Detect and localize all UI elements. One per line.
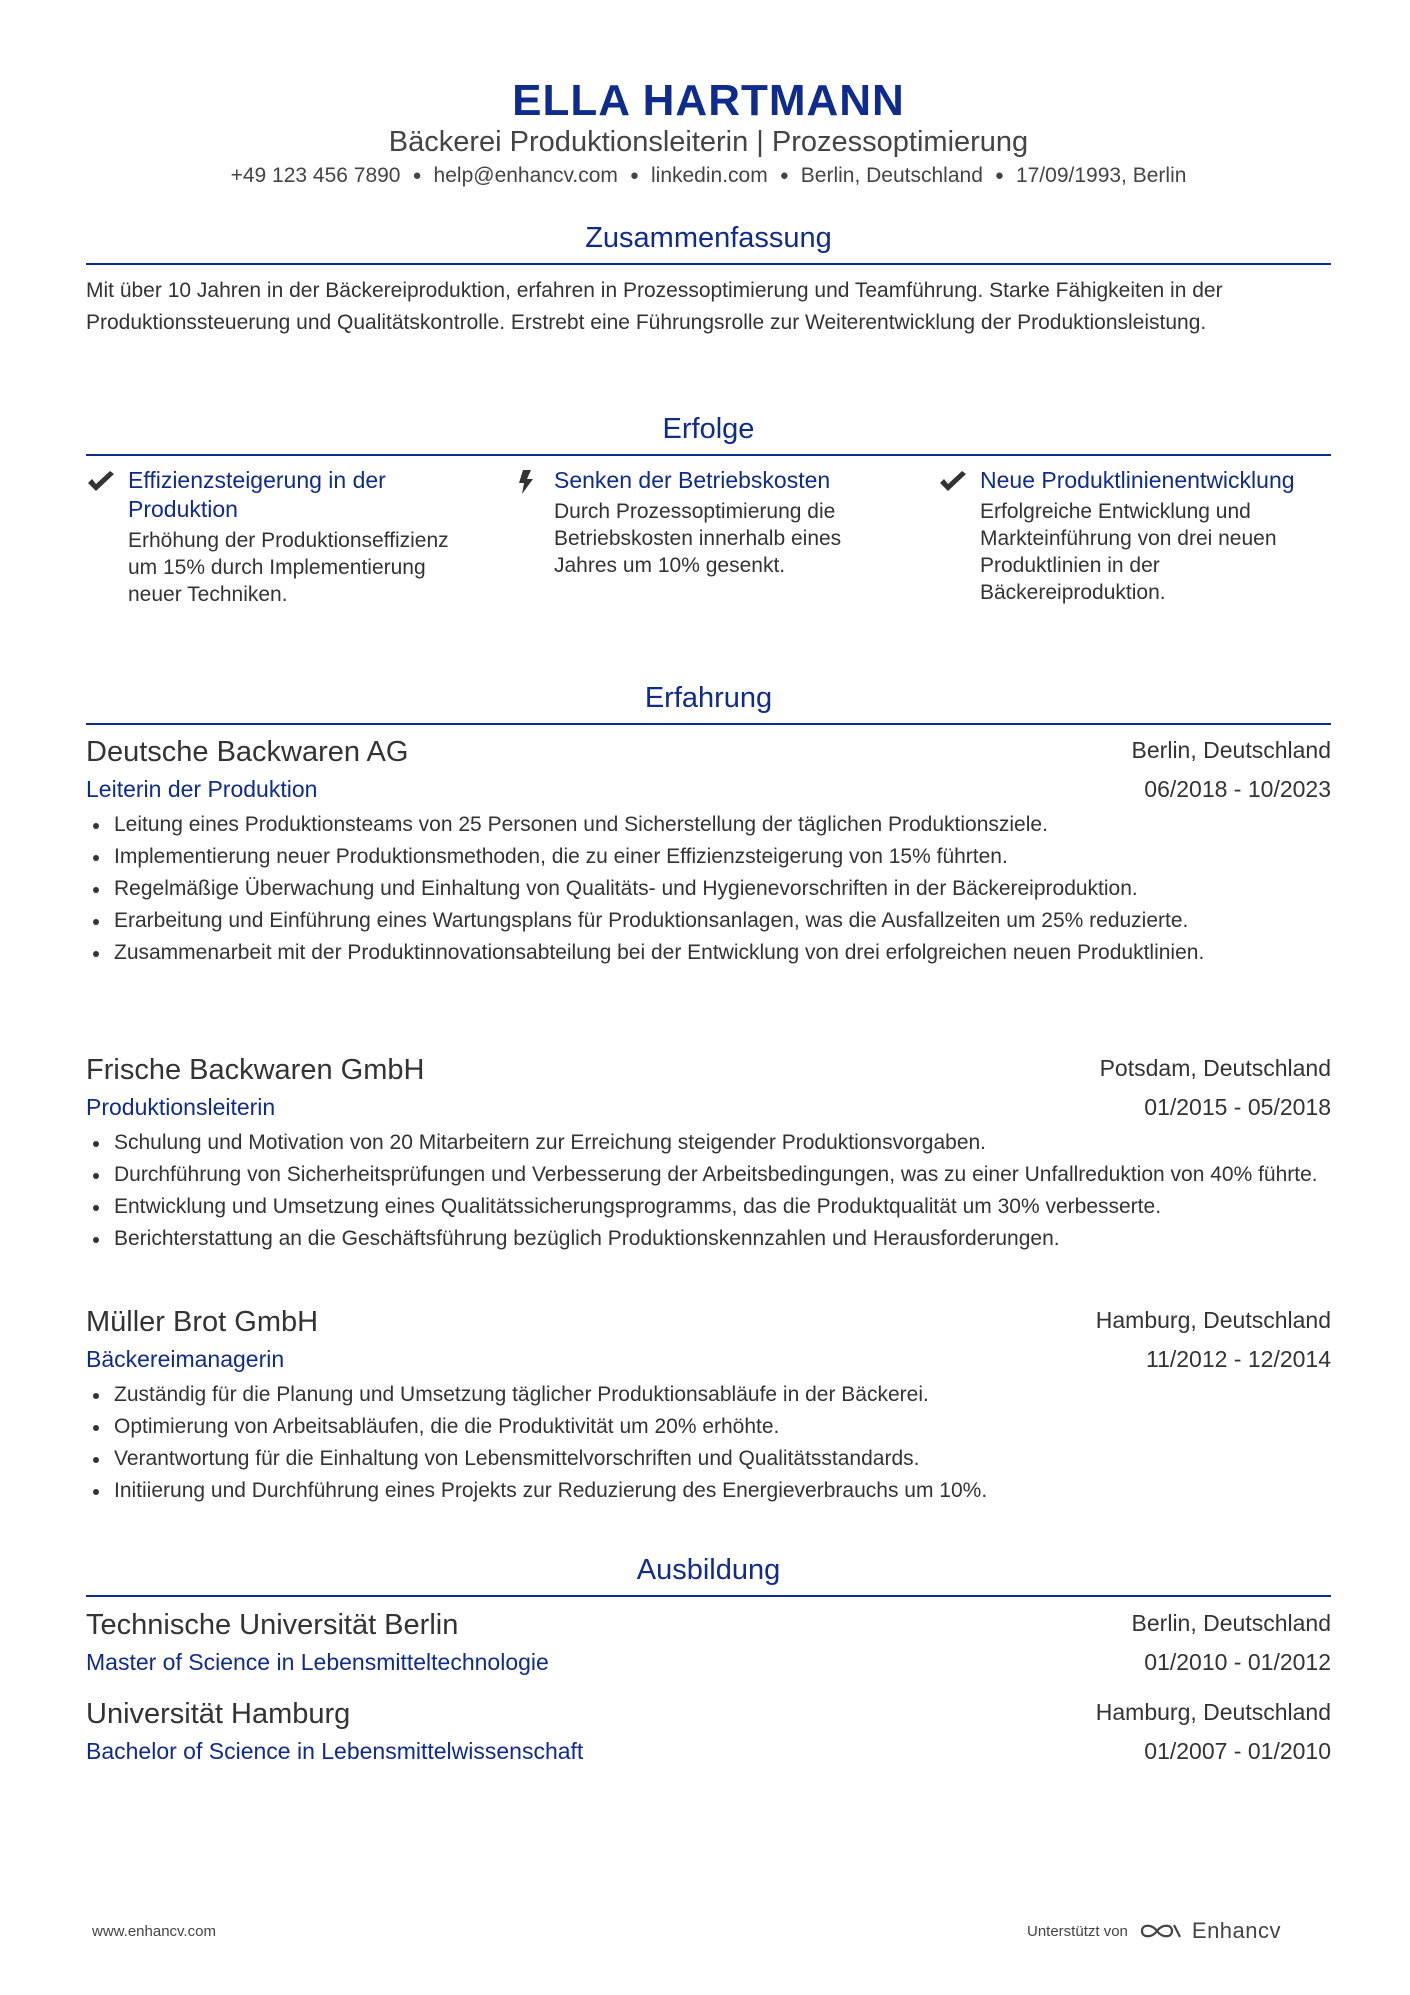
experience-entry <box>86 733 1331 969</box>
achievement-item <box>938 466 1328 606</box>
achievement-item <box>86 466 476 608</box>
lightning-bolt-icon <box>512 470 542 494</box>
education-entry <box>86 1606 1331 1680</box>
location: Berlin, Deutschland <box>800 164 983 187</box>
achievement-title: Senken der Betriebskosten <box>554 467 831 493</box>
school-location: Hamburg, Deutschland <box>1095 1699 1331 1725</box>
degree: Bachelor of Science in Lebensmittelwissenschaft <box>86 1738 584 1764</box>
degree: Master of Science in Lebensmitteltechnologie <box>86 1649 549 1675</box>
job-title: Produktionsleiterin <box>86 1094 276 1120</box>
section-title-achievements: Erfolge <box>662 413 755 445</box>
checkmark-icon <box>938 470 968 494</box>
achievement-item <box>512 466 902 579</box>
job-dates: 01/2015 - 05/2018 <box>1144 1094 1331 1120</box>
achievement-title: Neue Produktlinienentwicklung <box>980 467 1295 493</box>
list-item: Leitung eines Produktionsteams von 25 Personen und Sicherstellung der täglichen Produktionsziele. <box>114 809 1331 841</box>
list-item: Entwicklung und Umsetzung eines Qualitätssicherungsprogramms, das die Produktqualität um 30% verbesserte. <box>114 1191 1331 1223</box>
job-title: Bäckereimanagerin <box>86 1346 285 1372</box>
section-title-education: Ausbildung <box>636 1554 781 1586</box>
footer-website-link[interactable]: www.enhancv.com <box>92 1923 216 1940</box>
candidate-headline: Bäckerei Produktionsleiterin | Prozessoptimierung <box>388 126 1029 158</box>
achievement-description: Erhöhung der Produktionseffizienz um 15% durch Implementierung neuer Techniken. <box>128 529 449 606</box>
linkedin-link[interactable]: linkedin.com <box>650 164 768 187</box>
birth-info: 17/09/1993, Berlin <box>1015 164 1187 187</box>
job-bullets <box>86 1379 1331 1507</box>
school-location: Berlin, Deutschland <box>1131 1610 1331 1636</box>
list-item: Zusammenarbeit mit der Produktinnovationsabteilung bei der Entwicklung von drei erfolgreichen neuen Produktlinien. <box>114 937 1331 969</box>
checkmark-icon <box>86 470 116 494</box>
education-dates: 01/2010 - 01/2012 <box>1144 1649 1331 1675</box>
section-title-experience: Erfahrung <box>644 682 773 714</box>
school-name: Technische Universität Berlin <box>86 1609 459 1641</box>
experience-entry <box>86 1303 1331 1507</box>
contact-line <box>86 162 1331 190</box>
bullet-separator: ● <box>412 167 422 184</box>
company-name: Deutsche Backwaren AG <box>86 736 409 768</box>
list-item: Optimierung von Arbeitsabläufen, die die Produktivität um 20% erhöhte. <box>114 1411 1331 1443</box>
job-location: Berlin, Deutschland <box>1131 737 1331 763</box>
powered-by-label: Unterstützt von <box>1027 1922 1128 1940</box>
achievement-description: Erfolgreiche Entwicklung und Markteinführung von drei neuen Produktlinien in der Bäckereiproduktion. <box>980 500 1277 604</box>
section-divider <box>86 454 1331 456</box>
job-dates: 06/2018 - 10/2023 <box>1144 776 1331 802</box>
section-title-summary: Zusammenfassung <box>585 222 832 254</box>
job-bullets <box>86 1127 1331 1255</box>
summary-text: Mit über 10 Jahren in der Bäckereiproduktion, erfahren in Prozessoptimierung und Teamführung. Starke Fähigkeiten in der Produktionssteuerung und Qualitätskontrolle. Erstrebt eine Führungsrolle zur Weiterentwicklung der Produktionsleistung. <box>86 279 1223 334</box>
job-location: Hamburg, Deutschland <box>1095 1307 1331 1333</box>
enhancv-logo-icon <box>1138 1919 1184 1943</box>
list-item: Regelmäßige Überwachung und Einhaltung von Qualitäts- und Hygienevorschriften in der Bäckereiproduktion. <box>114 873 1331 905</box>
bullet-separator: ● <box>629 167 639 184</box>
section-divider <box>86 1595 1331 1597</box>
phone: +49 123 456 7890 <box>230 164 401 187</box>
bullet-separator: ● <box>779 167 789 184</box>
section-divider <box>86 263 1331 265</box>
job-dates: 11/2012 - 12/2014 <box>1145 1346 1331 1372</box>
achievement-description: Durch Prozessoptimierung die Betriebskosten innerhalb eines Jahres um 10% gesenkt. <box>554 500 842 577</box>
experience-entry <box>86 1051 1331 1255</box>
education-entry <box>86 1695 1331 1769</box>
list-item: Erarbeitung und Einführung eines Wartungsplans für Produktionsanlagen, was die Ausfallzeiten um 25% reduzierte. <box>114 905 1331 937</box>
bullet-separator: ● <box>994 167 1004 184</box>
list-item: Durchführung von Sicherheitsprüfungen und Verbesserung der Arbeitsbedingungen, was zu einer Unfallreduktion von 40% führte. <box>114 1159 1331 1191</box>
school-name: Universität Hamburg <box>86 1698 351 1730</box>
list-item: Implementierung neuer Produktionsmethoden, die zu einer Effizienzsteigerung von 15% führten. <box>114 841 1331 873</box>
job-title: Leiterin der Produktion <box>86 776 318 802</box>
section-divider <box>86 723 1331 725</box>
list-item: Schulung und Motivation von 20 Mitarbeitern zur Erreichung steigender Produktionsvorgaben. <box>114 1127 1331 1159</box>
list-item: Zuständig für die Planung und Umsetzung täglicher Produktionsabläufe in der Bäckerei. <box>114 1379 1331 1411</box>
footer-branding[interactable] <box>1027 1916 1281 1946</box>
job-bullets <box>86 809 1331 969</box>
achievement-title: Effizienzsteigerung in der Produktion <box>128 467 386 522</box>
candidate-name: ELLA HARTMANN <box>512 76 905 125</box>
list-item: Berichterstattung an die Geschäftsführung bezüglich Produktionskennzahlen und Herausforderungen. <box>114 1223 1331 1255</box>
brand-name: Enhancv <box>1191 1918 1282 1943</box>
list-item: Initiierung und Durchführung eines Projekts zur Reduzierung des Energieverbrauchs um 10%. <box>114 1475 1331 1507</box>
list-item: Verantwortung für die Einhaltung von Lebensmittelvorschriften und Qualitätsstandards. <box>114 1443 1331 1475</box>
education-dates: 01/2007 - 01/2010 <box>1144 1738 1331 1764</box>
company-name: Müller Brot GmbH <box>86 1306 319 1338</box>
job-location: Potsdam, Deutschland <box>1099 1055 1331 1081</box>
company-name: Frische Backwaren GmbH <box>86 1054 425 1086</box>
email-link[interactable]: help@enhancv.com <box>433 164 618 187</box>
